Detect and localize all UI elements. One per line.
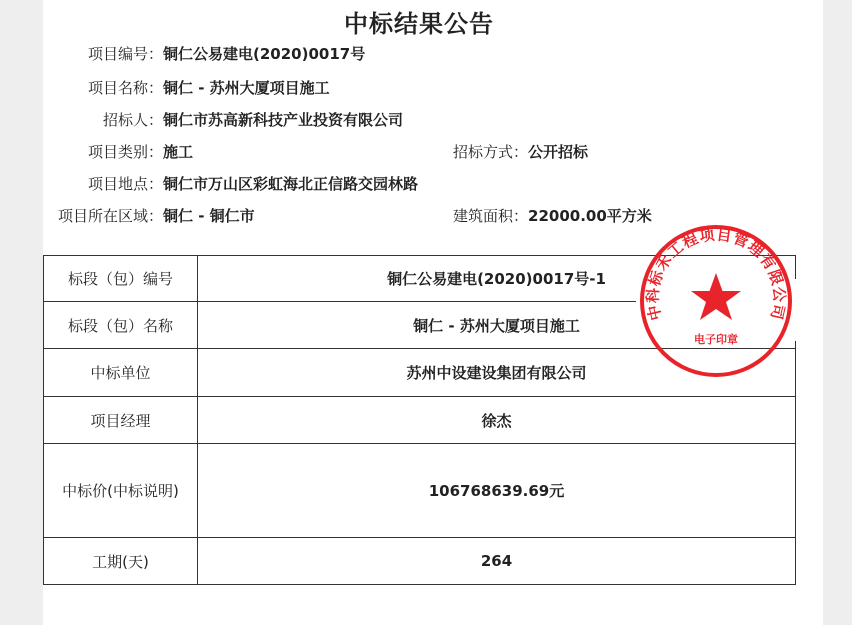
project-number-row (43, 44, 365, 64)
project-number-value: 铜仁公易建电(2020)0017号 (163, 45, 366, 63)
location-value: 铜仁市万山区彩虹海北正信路交园林路 (163, 175, 419, 193)
project-name-row (43, 78, 330, 98)
project-name-value: 铜仁 - 苏州大厦项目施工 (163, 79, 330, 97)
table-value: 苏州中设建设集团有限公司 (198, 349, 796, 397)
category-label: 项目类别： (87, 143, 163, 161)
electronic-seal-stamp (636, 221, 796, 381)
table-key: 项目经理 (44, 397, 198, 444)
area-label: 建筑面积： (453, 207, 529, 225)
method-value: 公开招标 (528, 143, 589, 161)
table-key: 中标价(中标说明) (44, 444, 198, 538)
table-key: 标段（包）名称 (44, 302, 198, 349)
table-row (44, 397, 796, 444)
table-row (44, 444, 796, 538)
category-row (43, 142, 193, 162)
location-label: 项目地点： (87, 175, 163, 193)
table-value: 铜仁 - 苏州大厦项目施工 (198, 302, 796, 349)
tenderer-value: 铜仁市苏高新科技产业投资有限公司 (163, 111, 404, 129)
seal-ring-text: 中科标禾工程项目管理有限公司 (643, 225, 789, 323)
announcement-page (43, 0, 823, 625)
table-key: 工期(天) (44, 538, 198, 585)
seal-center-text: 电子印章 (694, 333, 738, 346)
region-value: 铜仁 - 铜仁市 (163, 207, 255, 225)
table-key: 中标单位 (44, 349, 198, 397)
tenderer-row (43, 110, 403, 130)
table-row (44, 538, 796, 585)
method-label: 招标方式： (453, 143, 529, 161)
project-name-label: 项目名称： (87, 79, 163, 97)
category-value: 施工 (163, 143, 194, 161)
area-value: 22000.00平方米 (528, 207, 652, 225)
region-label: 项目所在区域： (57, 207, 163, 225)
table-value: 106768639.69元 (198, 444, 796, 538)
method-row (453, 142, 588, 162)
table-value: 徐杰 (198, 397, 796, 444)
region-row (43, 206, 255, 226)
table-value: 铜仁公易建电(2020)0017号-1 (198, 256, 796, 302)
table-value: 264 (198, 538, 796, 585)
page-title: 中标结果公告 (344, 9, 494, 38)
tenderer-label: 招标人： (102, 111, 163, 129)
table-key: 标段（包）编号 (44, 256, 198, 302)
project-number-label: 项目编号： (87, 45, 163, 63)
location-row (43, 174, 418, 194)
area-row (453, 206, 652, 226)
